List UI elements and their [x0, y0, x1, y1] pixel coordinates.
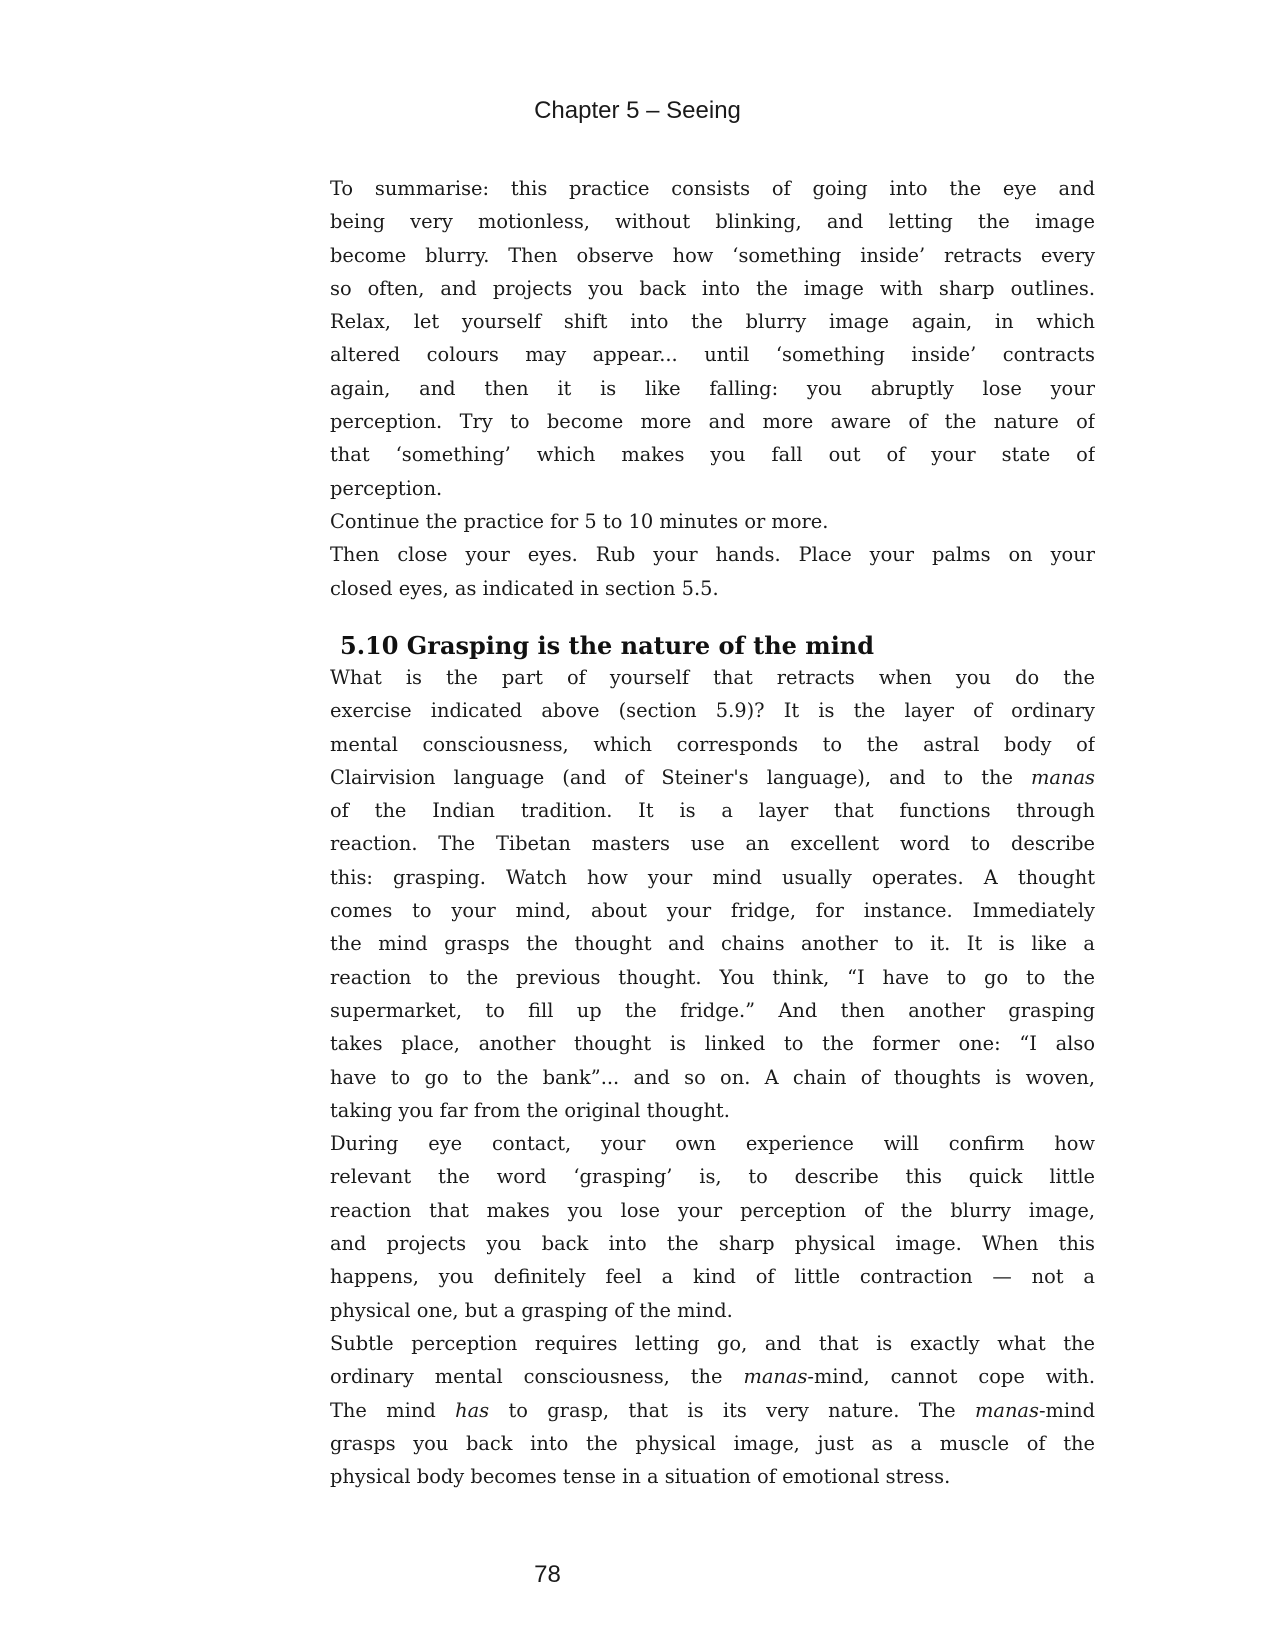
text-line: the mind grasps the thought and chains another to it. It is like a — [330, 932, 1095, 956]
text-line: grasps you back into the physical image, just as a muscle of the — [330, 1431, 1095, 1455]
text-line: Relax, let yourself shift into the blurry image again, in which — [330, 310, 1095, 334]
text-line: The mind has to grasp, that is its very nature. The manas-mind — [330, 1398, 1095, 1422]
text-line: During eye contact, your own experience will confirm how — [330, 1132, 1095, 1156]
text-line: happens, you definitely feel a kind of little contraction — not a — [330, 1265, 1095, 1289]
text-line: closed eyes, as indicated in section 5.5. — [330, 576, 719, 600]
text-line: Subtle perception requires letting go, and that is exactly what the — [330, 1331, 1095, 1355]
running-header: Chapter 5 – Seeing — [534, 97, 741, 124]
text-line: being very motionless, without blinking, and letting the image — [330, 210, 1095, 234]
text-line: What is the part of yourself that retracts when you do the — [330, 666, 1095, 689]
text-line: ordinary mental consciousness, the manas-mind, cannot cope with. — [330, 1365, 1095, 1389]
text-line: of the Indian tradition. It is a layer that functions through — [330, 799, 1095, 823]
text-line: perception. Try to become more and more aware of the nature of — [330, 410, 1095, 434]
page-number: 78 — [534, 1561, 561, 1588]
text-line: relevant the word ‘grasping’ is, to describe this quick little — [330, 1165, 1095, 1189]
text-line: supermarket, to fill up the fridge.” And then another grasping — [330, 998, 1095, 1022]
text-line: and projects you back into the sharp physical image. When this — [330, 1232, 1095, 1256]
text-line: physical body becomes tense in a situation of emotional stress. — [330, 1465, 951, 1489]
text-line: have to go to the bank”... and so on. A chain of thoughts is woven, — [330, 1065, 1095, 1089]
text-line: this: grasping. Watch how your mind usually operates. A thought — [330, 865, 1095, 889]
text-line: again, and then it is like falling: you abruptly lose your — [330, 376, 1095, 400]
text-line: comes to your mind, about your fridge, for instance. Immediately — [330, 899, 1095, 923]
text-line: Clairvision language (and of Steiner's language), and to the manas — [330, 765, 1095, 789]
text-line: Continue the practice for 5 to 10 minutes or more. — [330, 509, 829, 533]
text-line: takes place, another thought is linked to the former one: “I also — [330, 1032, 1095, 1056]
text-line: Then close your eyes. Rub your hands. Place your palms on your — [330, 543, 1095, 567]
text-line: reaction to the previous thought. You think, “I have to go to the — [330, 965, 1095, 989]
text-line: To summarise: this practice consists of going into the eye and — [330, 177, 1095, 200]
text-line: taking you far from the original thought. — [330, 1098, 730, 1122]
text-line: altered colours may appear... until ‘something inside’ contracts — [330, 343, 1095, 367]
text-line: reaction that makes you lose your perception of the blurry image, — [330, 1198, 1095, 1222]
text-line: mental consciousness, which corresponds to the astral body of — [330, 732, 1095, 756]
text-line: exercise indicated above (section 5.9)? It is the layer of ordinary — [330, 699, 1095, 723]
paragraph-block-grasping — [330, 661, 1095, 1493]
text-line: perception. — [330, 476, 443, 500]
text-line: so often, and projects you back into the image with sharp outlines. — [330, 276, 1095, 300]
section-heading: 5.10 Grasping is the nature of the mind — [340, 631, 875, 660]
text-line: reaction. The Tibetan masters use an excellent word to describe — [330, 832, 1095, 856]
text-line: that ‘something’ which makes you fall out of your state of — [330, 443, 1095, 467]
text-line: become blurry. Then observe how ‘something inside’ retracts every — [330, 243, 1095, 267]
paragraph-block-summary — [330, 172, 1095, 605]
text-line: physical one, but a grasping of the mind. — [330, 1298, 733, 1322]
